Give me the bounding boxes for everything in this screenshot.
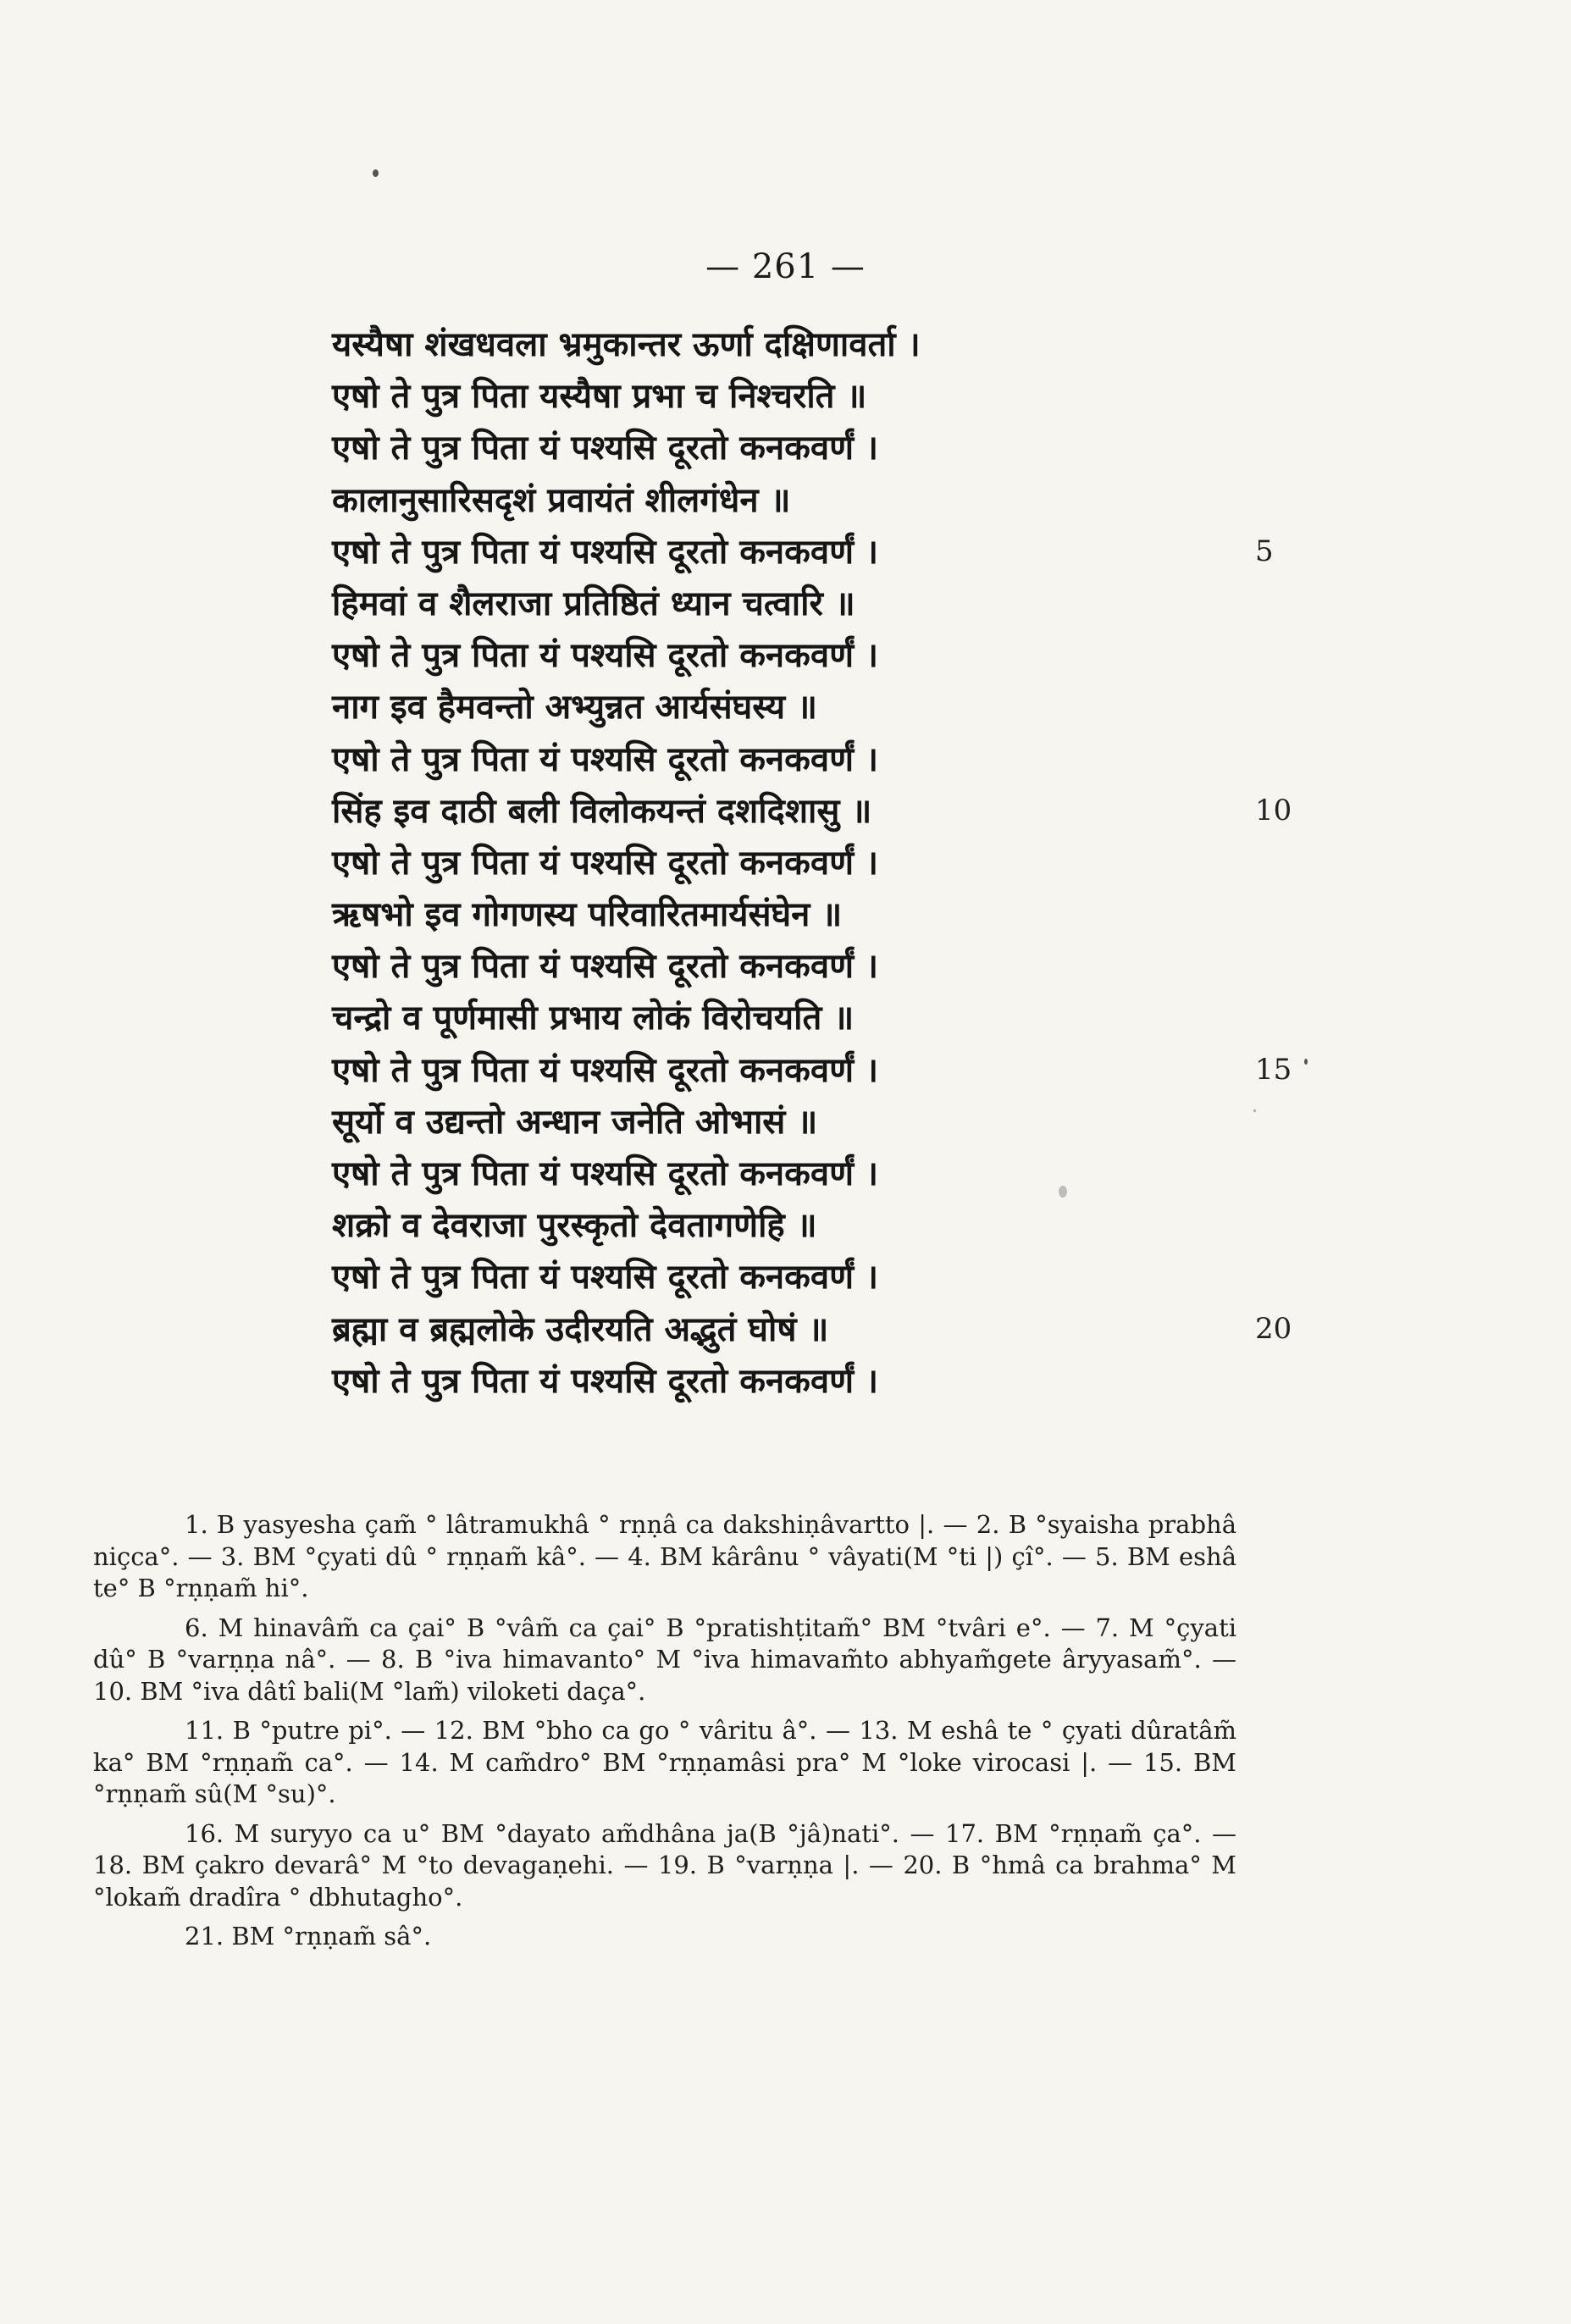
verse-text: एषो ते पुत्र पिता यं पश्यसि दूरतो कनकवर्णं । xyxy=(332,531,879,572)
verse-line-5 xyxy=(332,526,1306,578)
page-number: — 261 — xyxy=(705,247,866,286)
scan-speck xyxy=(1059,1186,1067,1198)
footnote-paragraph: 1. B yasyesha çam̃ ° lâtramukhâ ° rṇṇâ ca dakshiṇâvartto |. — 2. B °syaisha prabhâ niçca°. — 3. BM °çyati dû ° rṇṇam̃ kâ°. — 4. BM kârânu ° vâyati(M °ti |) çî°. — 5. BM eshâ te° B °rṇṇam̃ hi°. xyxy=(93,1510,1236,1602)
line-number: 20 xyxy=(1255,1311,1292,1346)
verse-line-7 xyxy=(332,629,1306,681)
verse-line-15 xyxy=(332,1044,1306,1096)
verse-text: एषो ते पुत्र पिता यं पश्यसि दूरतो कनकवर्णं । xyxy=(332,946,879,987)
verse-text: नाग इव हैमवन्तो अभ्युन्नत आर्यसंघस्य ॥ xyxy=(332,687,817,728)
verse-text: एषो ते पुत्र पिता यं पश्यसि दूरतो कनकवर्णं । xyxy=(332,1360,879,1401)
verse-line-20 xyxy=(332,1303,1306,1355)
verse-text: एषो ते पुत्र पिता यं पश्यसि दूरतो कनकवर्णं । xyxy=(332,842,879,883)
verse-text: एषो ते पुत्र पिता यं पश्यसि दूरतो कनकवर्णं । xyxy=(332,1049,879,1090)
verse-text: यस्यैषा शंखधवला भ्रमुकान्तर ऊर्णा दक्षिणावर्ता । xyxy=(332,324,921,364)
verse-text: एषो ते पुत्र पिता यं पश्यसि दूरतो कनकवर्णं । xyxy=(332,635,879,676)
verse-line-9 xyxy=(332,733,1306,785)
line-number: 10 xyxy=(1255,793,1292,827)
verse-text: सिंह इव दाठी बली विलोकयन्तं दशदिशासु ॥ xyxy=(332,790,872,831)
verse-text: सूर्यो व उद्यन्तो अन्धान जनेति ओभासं ॥ xyxy=(332,1101,818,1142)
verse-line-6 xyxy=(332,578,1306,629)
scan-speck xyxy=(1304,1059,1308,1065)
verse-text: एषो ते पुत्र पिता यस्यैषा प्रभा च निश्चरति ॥ xyxy=(332,376,867,417)
verse-line-10 xyxy=(332,785,1306,837)
verse-line-2 xyxy=(332,370,1306,422)
line-number: 5 xyxy=(1255,534,1274,568)
verse-text: हिमवां व शैलराजा प्रतिष्ठितं ध्यान चत्वारि ॥ xyxy=(332,583,855,623)
verse-text: एषो ते पुत्र पिता यं पश्यसि दूरतो कनकवर्णं । xyxy=(332,1257,879,1298)
verse-text: एषो ते पुत्र पिता यं पश्यसि दूरतो कनकवर्णं । xyxy=(332,428,879,468)
verse-text: ब्रह्मा व ब्रह्मलोके उदीरयति अद्भुतं घोषं ॥ xyxy=(332,1309,829,1349)
verse-line-16 xyxy=(332,1096,1306,1148)
verse-text: शक्रो व देवराजा पुरस्कृतो देवतागणेहि ॥ xyxy=(332,1205,817,1246)
verse-line-17 xyxy=(332,1148,1306,1199)
verse-line-12 xyxy=(332,888,1306,940)
scan-speck xyxy=(373,169,379,177)
verse-line-18 xyxy=(332,1199,1306,1251)
footnote-paragraph: 21. BM °rṇṇam̃ sâ°. xyxy=(185,1922,432,1951)
verse-line-8 xyxy=(332,681,1306,733)
line-number: 15 xyxy=(1255,1052,1292,1087)
verse-line-3 xyxy=(332,422,1306,473)
verse-text: एषो ते पुत्र पिता यं पश्यसि दूरतो कनकवर्णं । xyxy=(332,739,879,779)
verse-line-11 xyxy=(332,837,1306,888)
footnote-paragraph: 6. M hinavâm̃ ca çai° B °vâm̃ ca çai° B °pratishṭitam̃° BM °tvâri e°. — 7. M °çyati dû° B °varṇṇa nâ°. — 8. B °iva himavanto° M °iva himavam̃to abhyam̃gete âryyasam̃°. — 10. BM °iva dâtî bali(M °lam̃) viloketi daça°. xyxy=(93,1613,1236,1706)
verse-text: ऋषभो इव गोगणस्य परिवारितमार्यसंघेन ॥ xyxy=(332,894,843,935)
footnotes xyxy=(93,1509,1236,1953)
verse-block xyxy=(332,318,1306,1407)
verse-text: एषो ते पुत्र पिता यं पश्यसि दूरतो कनकवर्णं । xyxy=(332,1154,879,1193)
verse-line-14 xyxy=(332,992,1306,1043)
verse-line-4 xyxy=(332,474,1306,526)
scan-speck xyxy=(1253,1109,1256,1112)
footnote-paragraph: 16. M suryyo ca u° BM °dayato am̃dhâna ja(B °jâ)nati°. — 17. BM °rṇṇam̃ ça°. — 18. BM çakro devarâ° M °to devagaṇehi. — 19. B °varṇṇa |. — 20. B °hmâ ca brahma° M °lokam̃ dradîra ° dbhutagho°. xyxy=(93,1818,1236,1912)
verse-text: चन्द्रो व पूर्णमासी प्रभाय लोकं विरोचयति ॥ xyxy=(332,998,855,1038)
verse-line-19 xyxy=(332,1251,1306,1303)
footnote-paragraph: 11. B °putre pi°. — 12. BM °bho ca go ° vâritu â°. — 13. M eshâ te ° çyati dûratâm̃ ka° BM °rṇṇam̃ ca°. — 14. M cam̃dro° BM °rṇṇamâsi pra° M °loke virocasi |. — 15. BM °rṇṇam̃ sû(M °su)°. xyxy=(93,1716,1236,1808)
verse-text: कालानुसारिसदृशं प्रवायंतं शीलगंधेन ॥ xyxy=(332,479,791,520)
verse-line-21 xyxy=(332,1355,1306,1407)
verse-line-1 xyxy=(332,318,1306,370)
verse-line-13 xyxy=(332,940,1306,992)
